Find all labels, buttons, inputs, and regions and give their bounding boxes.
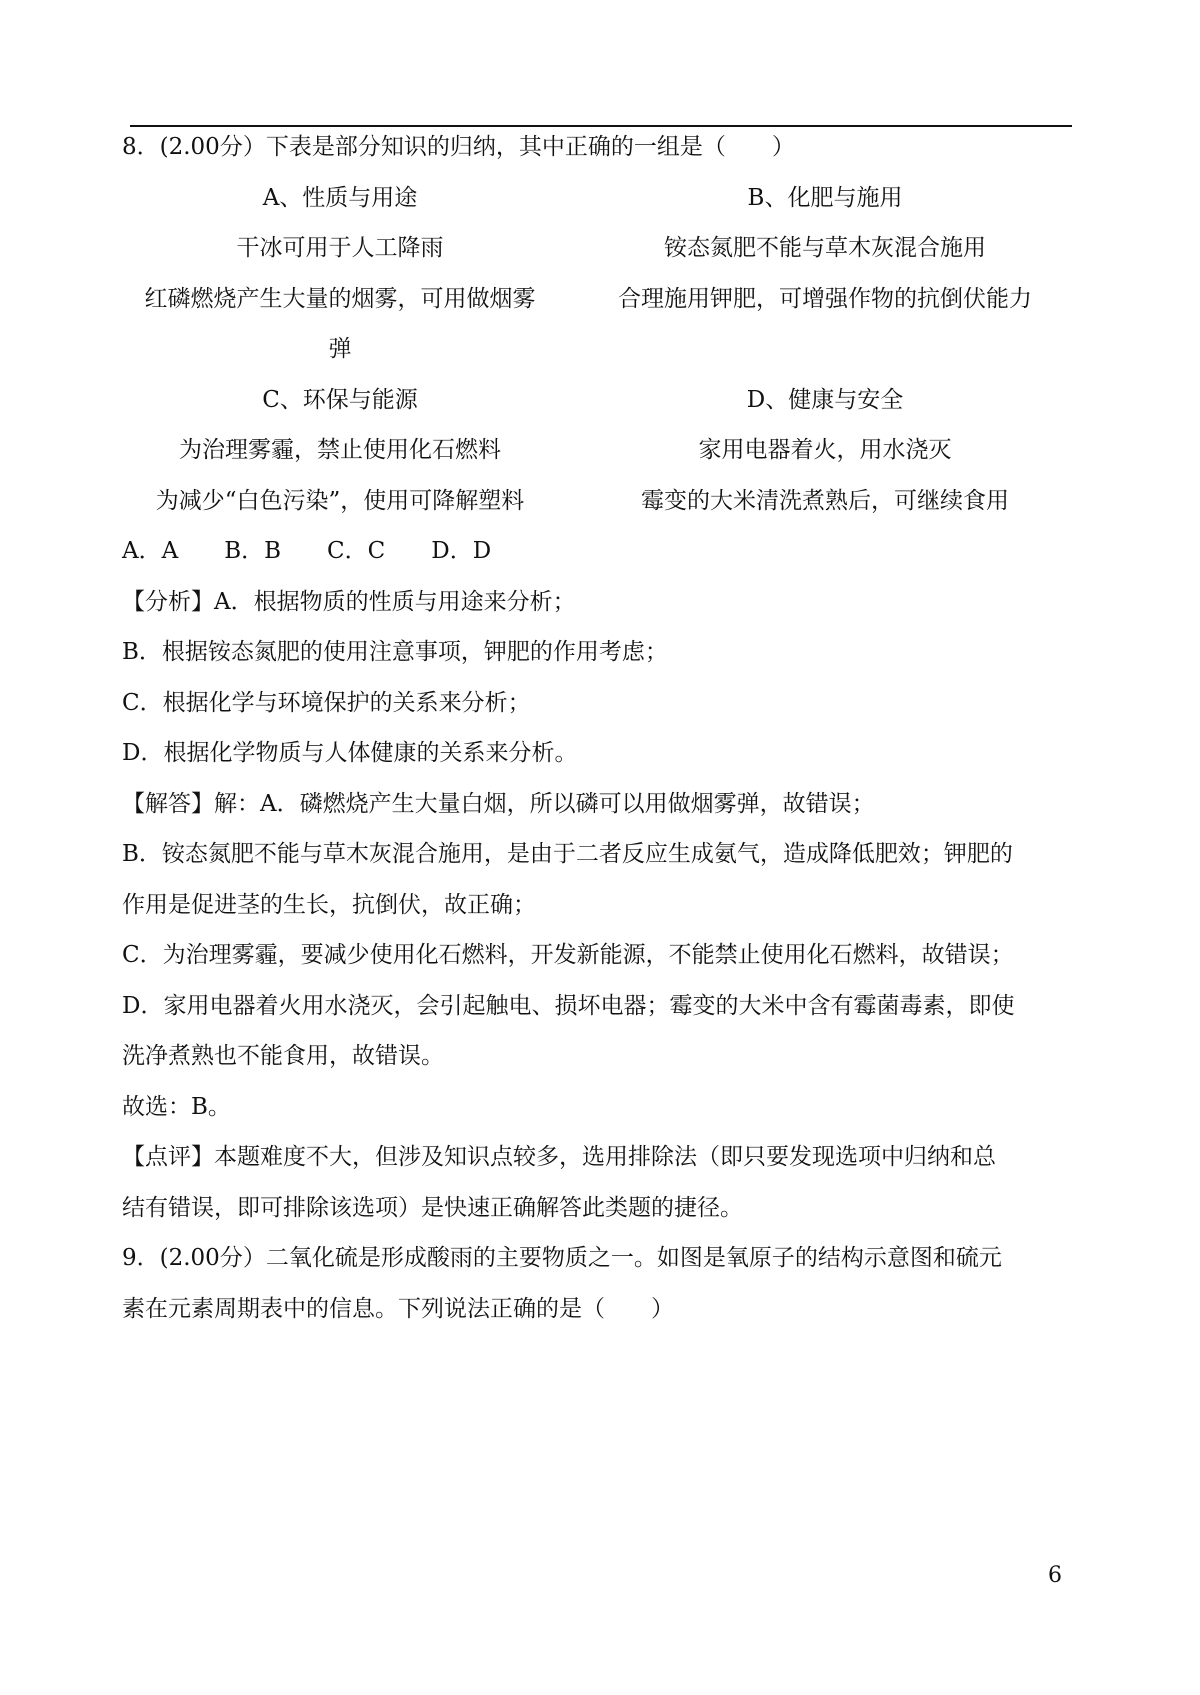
comment-line-1: 【点评】本题难度不大，但涉及知识点较多，选用排除法（即只要发现选项中归纳和总 xyxy=(122,1144,996,1170)
option-c: C．C xyxy=(327,538,386,564)
answer-line-1: 【解答】解：A．磷燃烧产生大量白烟，所以磷可以用做烟雾弹，故错误； xyxy=(122,791,875,817)
option-a: A．A xyxy=(122,538,179,564)
option-d: D．D xyxy=(431,538,492,564)
q8-options xyxy=(122,536,537,566)
table-b-item-2: 合理施用钾肥，可增强作物的抗倒伏能力 xyxy=(618,286,1032,312)
table-d-item-1: 家用电器着火，用水浇灭 xyxy=(698,437,952,463)
table-c-title: C、环保与能源 xyxy=(262,387,418,413)
table-a-item-1: 干冰可用于人工降雨 xyxy=(236,235,444,261)
table-a-item-2: 红磷燃烧产生大量的烟雾，可用做烟雾 xyxy=(144,286,536,312)
analysis-line-2: B．根据铵态氮肥的使用注意事项，钾肥的作用考虑； xyxy=(122,639,668,665)
answer-line-2: B．铵态氮肥不能与草木灰混合施用，是由于二者反应生成氨气，造成降低肥效；钾肥的 xyxy=(122,841,1013,867)
answer-line-3: 作用是促进茎的生长，抗倒伏，故正确； xyxy=(122,892,536,918)
comment-line-2: 结有错误，即可排除该选项）是快速正确解答此类题的捷径。 xyxy=(122,1195,743,1221)
q9-line-2: 素在元素周期表中的信息。下列说法正确的是（ ） xyxy=(122,1296,674,1322)
header-rule xyxy=(130,125,1072,127)
table-a-title: A、性质与用途 xyxy=(262,185,418,211)
table-a-item-2-cont: 弹 xyxy=(328,336,352,362)
answer-line-4: C．为治理雾霾，要减少使用化石燃料，开发新能源，不能禁止使用化石燃料，故错误； xyxy=(122,942,1014,968)
table-c-item-1: 为治理雾霾，禁止使用化石燃料 xyxy=(179,437,501,463)
q8-stem: 8．(2.00分）下表是部分知识的归纳，其中正确的一组是（ ） xyxy=(122,134,795,160)
page-number: 6 xyxy=(1048,1563,1062,1588)
table-c-item-2: 为减少“白色污染”，使用可降解塑料 xyxy=(155,488,525,514)
analysis-line-1: 【分析】A．根据物质的性质与用途来分析； xyxy=(122,589,576,615)
table-b-item-1: 铵态氮肥不能与草木灰混合施用 xyxy=(664,235,986,261)
analysis-line-3: C．根据化学与环境保护的关系来分析； xyxy=(122,690,531,716)
q9-line-1: 9．(2.00分）二氧化硫是形成酸雨的主要物质之一。如图是氧原子的结构示意图和硫元 xyxy=(122,1245,1002,1271)
answer-line-5: D．家用电器着火用水浇灭，会引起触电、损坏电器；霉变的大米中含有霉菌毒素，即使 xyxy=(122,993,1015,1019)
option-b: B．B xyxy=(224,538,282,564)
table-b-title: B、化肥与施用 xyxy=(747,185,903,211)
answer-line-6: 洗净煮熟也不能食用，故错误。 xyxy=(122,1043,444,1069)
analysis-line-4: D．根据化学物质与人体健康的关系来分析。 xyxy=(122,740,578,766)
table-d-title: D、健康与安全 xyxy=(746,387,904,413)
table-d-item-2: 霉变的大米清洗煮熟后，可继续食用 xyxy=(641,488,1009,514)
answer-line-7: 故选：B。 xyxy=(122,1094,231,1120)
